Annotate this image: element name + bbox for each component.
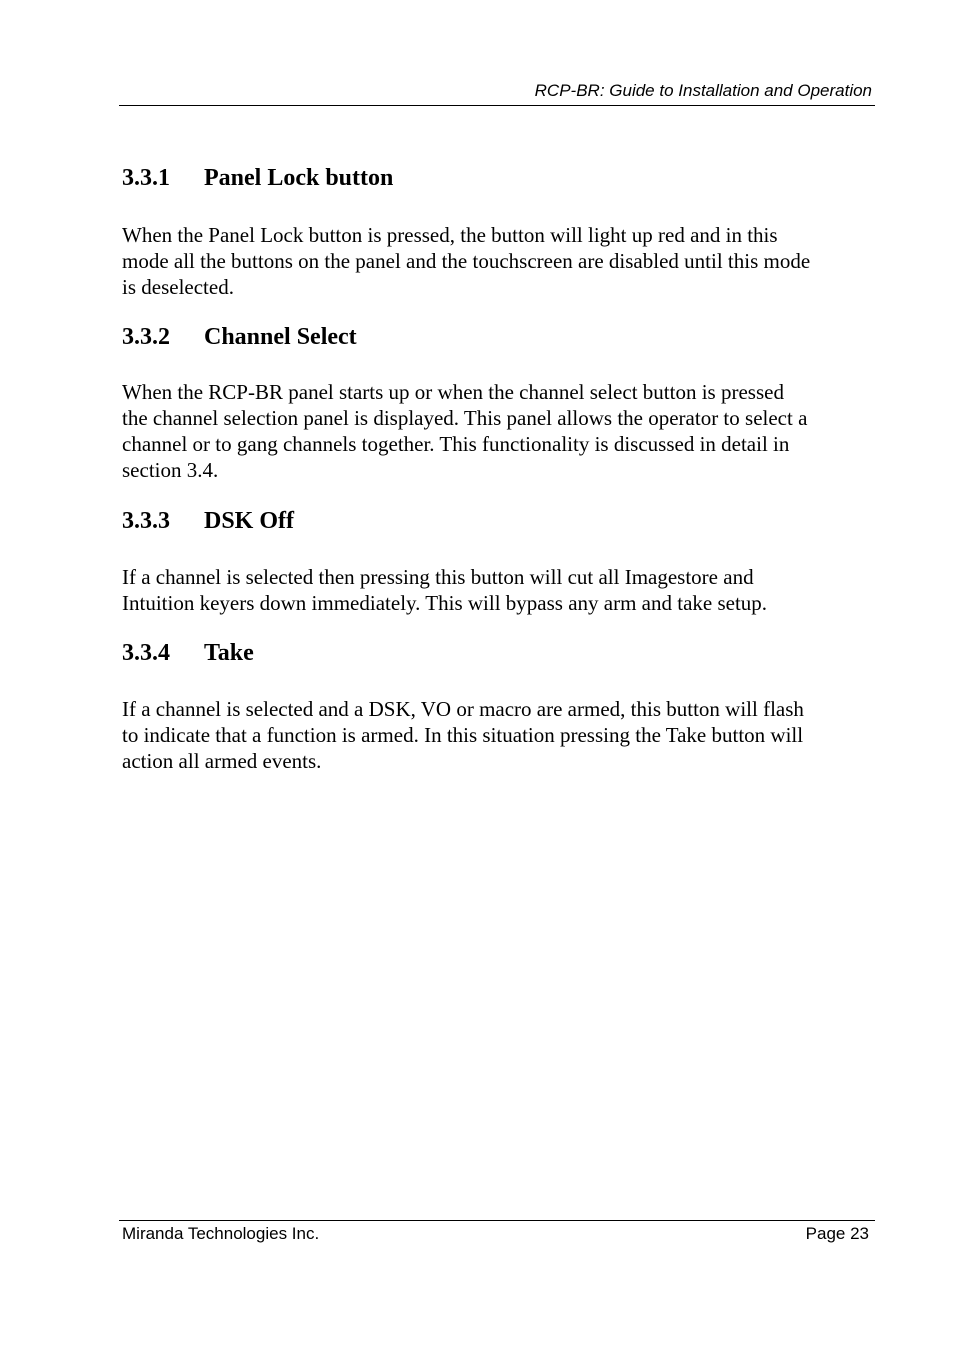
footer-page-number: Page 23	[805, 1224, 869, 1243]
section-paragraph: If a channel is selected and a DSK, VO or macro are armed, this button will flash to indicate that a function is armed. In this situation pressing the Take button will action all armed events.	[122, 697, 804, 773]
section-heading	[122, 637, 874, 669]
section-panel-lock-button	[122, 162, 874, 300]
section-title: DSK Off	[204, 508, 294, 534]
section-heading	[122, 162, 874, 194]
section-title: Take	[204, 640, 254, 666]
section-channel-select	[122, 321, 874, 483]
header-title: RCP-BR: Guide to Installation and Operation	[534, 81, 872, 100]
section-number: 3.3.1	[122, 165, 170, 191]
section-dsk-off	[122, 505, 874, 616]
section-title: Panel Lock button	[204, 165, 394, 191]
section-paragraph: If a channel is selected then pressing this button will cut all Imagestore and Intuition keyers down immediately. This will bypass any arm and take setup.	[122, 565, 768, 615]
section-number: 3.3.2	[122, 324, 170, 350]
page-content	[122, 162, 874, 774]
section-heading	[122, 321, 874, 353]
footer-divider	[119, 1220, 875, 1221]
section-heading	[122, 505, 874, 537]
section-number: 3.3.4	[122, 640, 170, 666]
section-paragraph: When the Panel Lock button is pressed, the button will light up red and in this mode all the buttons on the panel and the touchscreen are disabled until this mode is deselected.	[122, 223, 811, 299]
section-title: Channel Select	[204, 324, 357, 350]
section-paragraph: When the RCP-BR panel starts up or when the channel select button is pressed the channel selection panel is displayed. This panel allows the operator to select a channel or to gang channels together. This functionality is discussed in detail in section 3.4.	[122, 380, 808, 482]
header-divider	[119, 105, 875, 106]
section-take	[122, 637, 874, 774]
footer-company: Miranda Technologies Inc.	[122, 1224, 320, 1243]
section-number: 3.3.3	[122, 508, 170, 534]
